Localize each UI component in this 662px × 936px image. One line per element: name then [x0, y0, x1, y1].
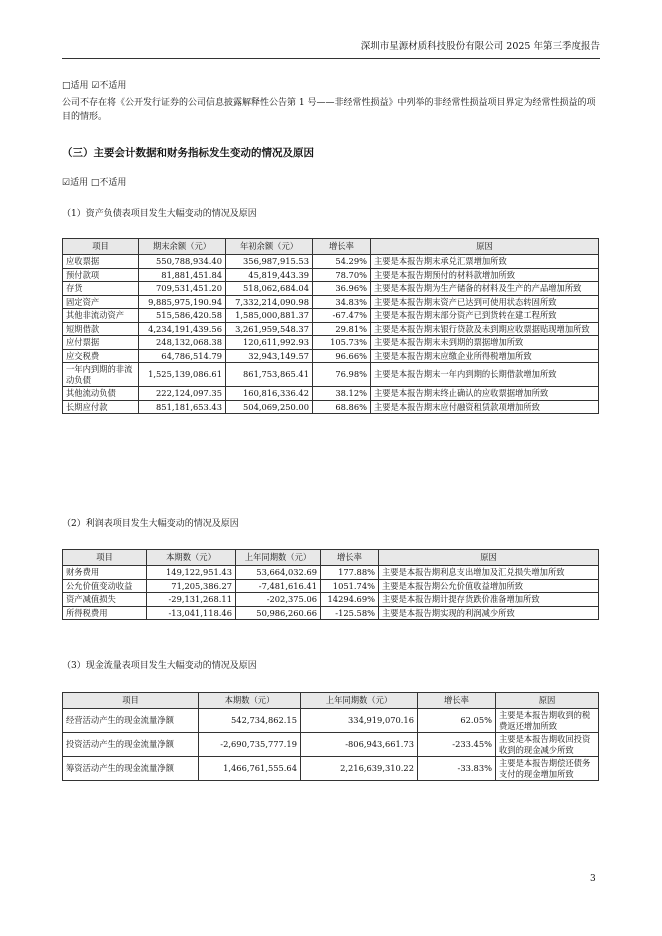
growth-rate-cell: 54.29%: [313, 255, 371, 269]
current-value-cell: -29,131,268.11: [147, 593, 236, 607]
growth-rate-cell: 76.98%: [313, 363, 371, 387]
col-header-item: 项目: [63, 693, 199, 709]
reason-cell: 主要是本报告期利息支出增加及汇兑损失增加所致: [379, 566, 599, 580]
prior-value-cell: -806,943,661.73: [301, 733, 418, 757]
reason-cell: 主要是本报告期末未到期的票据增加所致: [371, 336, 599, 350]
current-value-cell: 515,586,420.58: [139, 309, 226, 323]
table-row: [63, 387, 599, 401]
prior-value-cell: 160,816,336.42: [226, 387, 313, 401]
balance-sheet-subtitle: （1）资产负债表项目发生大幅变动的情况及原因: [62, 209, 257, 219]
current-value-cell: 64,786,514.79: [139, 349, 226, 363]
current-value-cell: 1,466,761,555.64: [199, 757, 301, 781]
table-row: [63, 757, 599, 781]
prior-value-cell: 1,585,000,881.37: [226, 309, 313, 323]
col-header-current: 本期数（元）: [199, 693, 301, 709]
item-cell: 公允价值变动收益: [63, 579, 147, 593]
applicability-checkbox-nonrecurring: □适用 ☑不适用: [62, 81, 127, 91]
table-row: [63, 733, 599, 757]
prior-value-cell: 7,332,214,090.98: [226, 295, 313, 309]
table-header-row: [63, 239, 599, 255]
table-row: [63, 606, 599, 620]
col-header-current: 本期数（元）: [147, 550, 236, 566]
reason-cell: 主要是本报告期预付的材料款增加所致: [371, 268, 599, 282]
col-header-growth: 增长率: [321, 550, 379, 566]
item-cell: 资产减值损失: [63, 593, 147, 607]
growth-rate-cell: 38.12%: [313, 387, 371, 401]
item-cell: 存货: [63, 282, 139, 296]
reason-cell: 主要是本报告期计提存货跌价准备增加所致: [379, 593, 599, 607]
prior-value-cell: -202,375.06: [236, 593, 321, 607]
balance-sheet-table: [62, 238, 599, 414]
table-row: [63, 295, 599, 309]
prior-value-cell: 861,753,865.41: [226, 363, 313, 387]
current-value-cell: -2,690,735,777.19: [199, 733, 301, 757]
growth-rate-cell: 1051.74%: [321, 579, 379, 593]
col-header-end-balance: 期末余额（元）: [139, 239, 226, 255]
table-row: [63, 309, 599, 323]
growth-rate-cell: 68.86%: [313, 400, 371, 414]
growth-rate-cell: -233.45%: [418, 733, 496, 757]
col-header-prior-year: 上年同期数（元）: [236, 550, 321, 566]
page-header: [62, 40, 600, 59]
growth-rate-cell: 36.96%: [313, 282, 371, 296]
current-value-cell: -13,041,118.46: [147, 606, 236, 620]
prior-value-cell: 356,987,915.53: [226, 255, 313, 269]
reason-cell: 主要是本报告期末应缴企业所得税增加所致: [371, 349, 599, 363]
current-value-cell: 550,788,934.40: [139, 255, 226, 269]
item-cell: 所得税费用: [63, 606, 147, 620]
current-value-cell: 9,885,975,190.94: [139, 295, 226, 309]
prior-value-cell: 45,819,443.39: [226, 268, 313, 282]
growth-rate-cell: 105.73%: [313, 336, 371, 350]
prior-value-cell: 518,062,684.04: [226, 282, 313, 296]
table-row: [63, 593, 599, 607]
reason-cell: 主要是本报告期实现的利润减少所致: [379, 606, 599, 620]
current-value-cell: 222,124,097.35: [139, 387, 226, 401]
applicability-checkbox-changes: ☑适用 □不适用: [62, 178, 127, 188]
growth-rate-cell: 62.05%: [418, 709, 496, 733]
growth-rate-cell: -33.83%: [418, 757, 496, 781]
item-cell: 短期借款: [63, 322, 139, 336]
item-cell: 其他非流动资产: [63, 309, 139, 323]
growth-rate-cell: 34.83%: [313, 295, 371, 309]
item-cell: 其他流动负债: [63, 387, 139, 401]
col-header-item: 项目: [63, 239, 139, 255]
current-value-cell: 4,234,191,439.56: [139, 322, 226, 336]
income-statement-table: [62, 549, 599, 620]
growth-rate-cell: 96.66%: [313, 349, 371, 363]
item-cell: 应付票据: [63, 336, 139, 350]
col-header-reason: 原因: [379, 550, 599, 566]
reason-cell: 主要是本报告期末承兑汇票增加所致: [371, 255, 599, 269]
cash-flow-table: [62, 692, 599, 781]
table-row: [63, 709, 599, 733]
reason-cell: 主要是本报告期偿还债务支付的现金增加所致: [496, 757, 599, 781]
table-row: [63, 322, 599, 336]
col-header-prior-year: 上年同期数（元）: [301, 693, 418, 709]
reason-cell: 主要是本报告期末一年内到期的长期借款增加所致: [371, 363, 599, 387]
current-value-cell: 248,132,068.38: [139, 336, 226, 350]
reason-cell: 主要是本报告期末终止确认的应收票据增加所致: [371, 387, 599, 401]
current-value-cell: 851,181,653.43: [139, 400, 226, 414]
reason-cell: 主要是本报告期末部分资产已到货转在建工程所致: [371, 309, 599, 323]
income-statement-subtitle: （2）利润表项目发生大幅变动的情况及原因: [62, 519, 239, 529]
col-header-growth: 增长率: [418, 693, 496, 709]
growth-rate-cell: 14294.69%: [321, 593, 379, 607]
reason-cell: 主要是本报告期末银行贷款及未到期应收票据贴现增加所致: [371, 322, 599, 336]
reason-cell: 主要是本报告期收回投资收到的现金减少所致: [496, 733, 599, 757]
growth-rate-cell: 177.88%: [321, 566, 379, 580]
table-header-row: [63, 550, 599, 566]
reason-cell: 主要是本报告期公允价值收益增加所致: [379, 579, 599, 593]
table-row: [63, 349, 599, 363]
col-header-reason: 原因: [496, 693, 599, 709]
table-row: [63, 566, 599, 580]
page-number: 3: [590, 874, 596, 884]
table-row: [63, 579, 599, 593]
table-row: [63, 282, 599, 296]
reason-cell: 主要是本报告期末资产已达到可使用状态转固所致: [371, 295, 599, 309]
current-value-cell: 149,122,951.43: [147, 566, 236, 580]
report-title: 深圳市星源材质科技股份有限公司 2025 年第三季度报告: [360, 41, 600, 52]
table-row: [63, 268, 599, 282]
col-header-reason: 原因: [371, 239, 599, 255]
item-cell: 投资活动产生的现金流量净额: [63, 733, 199, 757]
prior-value-cell: 50,986,260.66: [236, 606, 321, 620]
prior-value-cell: 3,261,959,548.37: [226, 322, 313, 336]
col-header-growth: 增长率: [313, 239, 371, 255]
item-cell: 应交税费: [63, 349, 139, 363]
growth-rate-cell: -125.58%: [321, 606, 379, 620]
current-value-cell: 542,734,862.15: [199, 709, 301, 733]
table-row: [63, 336, 599, 350]
item-cell: 应收票据: [63, 255, 139, 269]
growth-rate-cell: -67.47%: [313, 309, 371, 323]
cash-flow-subtitle: （3）现金流量表项目发生大幅变动的情况及原因: [62, 661, 257, 671]
section-heading: （三）主要会计数据和财务指标发生变动的情况及原因: [62, 147, 314, 159]
current-value-cell: 1,525,139,086.61: [139, 363, 226, 387]
item-cell: 长期应付款: [63, 400, 139, 414]
col-header-begin-balance: 年初余额（元）: [226, 239, 313, 255]
reason-cell: 主要是本报告期末应付融资租赁款项增加所致: [371, 400, 599, 414]
item-cell: 筹资活动产生的现金流量净额: [63, 757, 199, 781]
item-cell: 经营活动产生的现金流量净额: [63, 709, 199, 733]
item-cell: 预付款项: [63, 268, 139, 282]
prior-value-cell: 120,611,992.93: [226, 336, 313, 350]
current-value-cell: 709,531,451.20: [139, 282, 226, 296]
prior-value-cell: 504,069,250.00: [226, 400, 313, 414]
prior-value-cell: 32,943,149.57: [226, 349, 313, 363]
prior-value-cell: -7,481,616.41: [236, 579, 321, 593]
item-cell: 固定资产: [63, 295, 139, 309]
nonrecurring-statement: 公司不存在将《公开发行证券的公司信息披露解释性公告第 1 号——非经常性损益》中列举的非经常性损益项目界定为经常性损益的项目的情形。: [62, 98, 596, 122]
reason-cell: 主要是本报告期为生产储备的材料及生产的产品增加所致: [371, 282, 599, 296]
table-row: [63, 255, 599, 269]
table-row: [63, 363, 599, 387]
prior-value-cell: 53,664,032.69: [236, 566, 321, 580]
current-value-cell: 81,881,451.84: [139, 268, 226, 282]
table-header-row: [63, 693, 599, 709]
item-cell: 一年内到期的非流动负债: [63, 363, 139, 387]
current-value-cell: 71,205,386.27: [147, 579, 236, 593]
col-header-item: 项目: [63, 550, 147, 566]
reason-cell: 主要是本报告期收到的税费返还增加所致: [496, 709, 599, 733]
growth-rate-cell: 29.81%: [313, 322, 371, 336]
table-row: [63, 400, 599, 414]
prior-value-cell: 2,216,639,310.22: [301, 757, 418, 781]
growth-rate-cell: 78.70%: [313, 268, 371, 282]
prior-value-cell: 334,919,070.16: [301, 709, 418, 733]
item-cell: 财务费用: [63, 566, 147, 580]
